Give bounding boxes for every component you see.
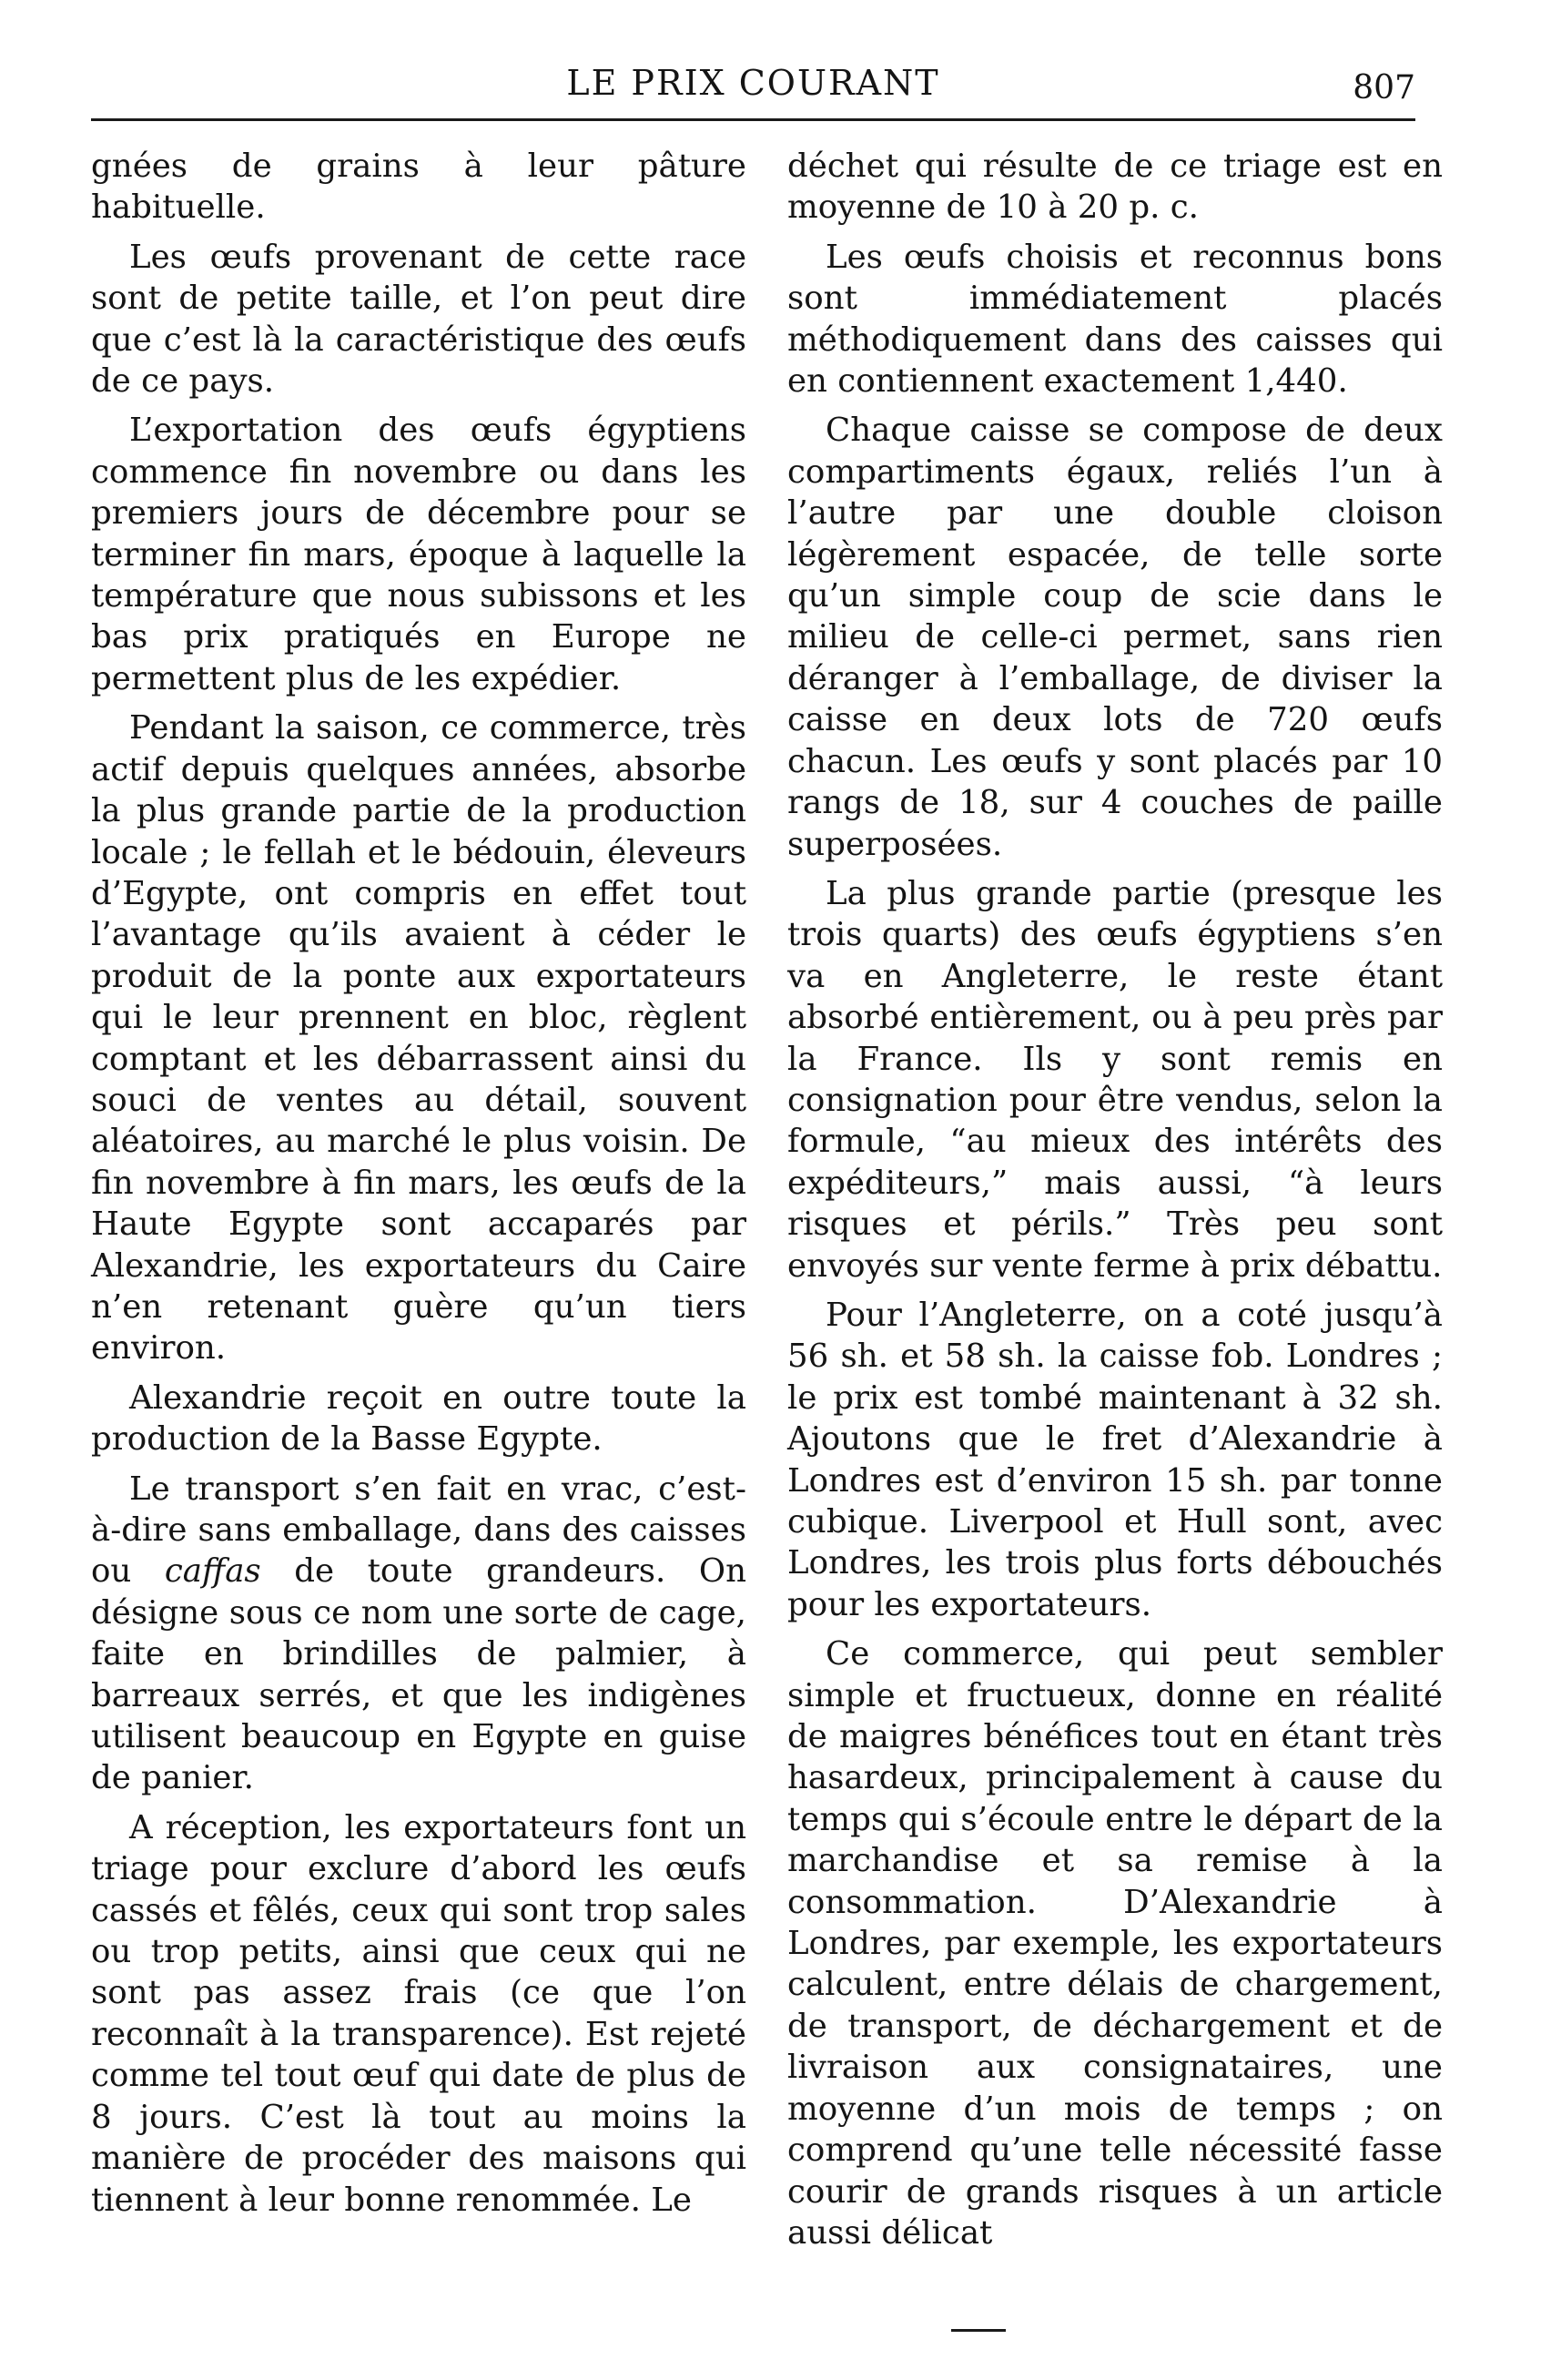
right-column — [787, 146, 1443, 2262]
paragraph: gnées de grains à leur pâture habituelle. — [91, 147, 746, 227]
text-run: de toute grandeurs. On désigne sous ce nom une sorte de cage, faite en brindilles de palmier, à barreaux serrés, et que les indigènes utilisent beaucoup en Egypte en guise de panier. — [91, 1552, 746, 1797]
paragraph: Pendant la saison, ce commerce, très actif depuis quelques années, absorbe la plus grande partie de la production locale ; le fellah et le bédouin, éleveurs d’Egypte, ont compris en effet tout l’avantage qu’ils avaient à céder le produit de la ponte aux exportateurs qui le leur prennent en bloc, règlent comptant et les débarrassent ainsi du souci de ventes au détail, souvent aléatoires, au marché le plus voisin. De fin novembre à fin mars, les œufs de la Haute Egypte sont accaparés par Alexandrie, les exportateurs du Caire n’en retenant guère qu’un tiers environ. — [91, 709, 746, 1368]
paragraph: La plus grande partie (presque les trois quarts) des œufs égyptiens s’en va en Angleterre, le reste étant absorbé entièrement, ou à peu près par la France. Ils y sont remis en consignation pour être vendus, selon la formule, “au mieux des intérêts des expéditeurs,” mais aussi, “à leurs risques et périls.” Très peu sont envoyés sur vente ferme à prix débattu. — [787, 874, 1443, 1285]
paragraph: Chaque caisse se compose de deux compartiments égaux, reliés l’un à l’autre par une double cloison légèrement espacée, de telle sorte qu’un simple coup de scie dans le milieu de celle-ci permet, sans rien déranger à l’emballage, de diviser la caisse en deux lots de 720 œufs chacun. Les œufs y sont placés par 10 rangs de 18, sur 4 couches de paille superposées. — [787, 412, 1443, 863]
paragraph: Les œufs choisis et reconnus bons sont immédiatement placés méthodiquement dans des caisses qui en contiennent exactement 1,440. — [787, 238, 1443, 401]
paragraph: Alexandrie reçoit en outre toute la production de la Basse Egypte. — [91, 1378, 746, 1459]
paragraph — [91, 1469, 746, 1799]
running-title: LE PRIX COURANT — [566, 63, 940, 103]
header-rule — [91, 118, 1415, 121]
paragraph: déchet qui résulte de ce triage est en moyenne de 10 à 20 p. c. — [787, 147, 1443, 227]
text-run: Le transport s’en fait en vrac, c’est-à-dire sans emballage, dans des caisses ou — [91, 1470, 746, 1591]
running-header — [91, 60, 1415, 106]
paragraph: A réception, les exportateurs font un triage pour exclure d’abord les œufs cassés et fêlés, ceux qui sont trop sales ou trop petits, ainsi que ceux qui ne sont pas assez frais (ce que l’on reconnaît à la transparence). Est rejeté comme tel tout œuf qui date de plus de 8 jours. C’est là tout au moins la manière de procéder des maisons qui tiennent à leur bonne renommée. Le — [91, 1808, 746, 2219]
paragraph: Pour l’Angleterre, on a coté jusqu’à 56 sh. et 58 sh. la caisse fob. Londres ; le prix est tombé maintenant à 32 sh. Ajoutons que le fret d’Alexandrie à Londres est d’environ 15 sh. par tonne cubique. Liverpool et Hull sont, avec Londres, les trois plus forts débouchés pour les exportateurs. — [787, 1296, 1443, 1623]
footer-rule — [951, 2329, 1006, 2332]
page-number: 807 — [1353, 69, 1415, 107]
italic-term: caffas — [164, 1552, 261, 1591]
paragraph: L’exportation des œufs égyptiens commence fin novembre ou dans les premiers jours de décembre pour se terminer fin mars, époque à laquelle la température que nous subissons et les bas prix pratiqués en Europe ne permettent plus de les expédier. — [91, 412, 746, 697]
paragraph: Ce commerce, qui peut sembler simple et fructueux, donne en réalité de maigres bénéfices tout en étant très hasardeux, principalement à cause du temps qui s’écoule entre le départ de la marchandise et sa remise à la consommation. D’Alexandrie à Londres, par exemple, les exportateurs calculent, entre délais de chargement, de transport, de déchargement et de livraison aux consignataires, une moyenne d’un mois de temps ; on comprend qu’une telle nécessité fasse courir de grands risques à un article aussi délicat — [787, 1635, 1443, 2252]
left-column — [91, 146, 746, 2229]
paragraph: Les œufs provenant de cette race sont de petite taille, et l’on peut dire que c’est là la caractéristique des œufs de ce pays. — [91, 238, 746, 401]
